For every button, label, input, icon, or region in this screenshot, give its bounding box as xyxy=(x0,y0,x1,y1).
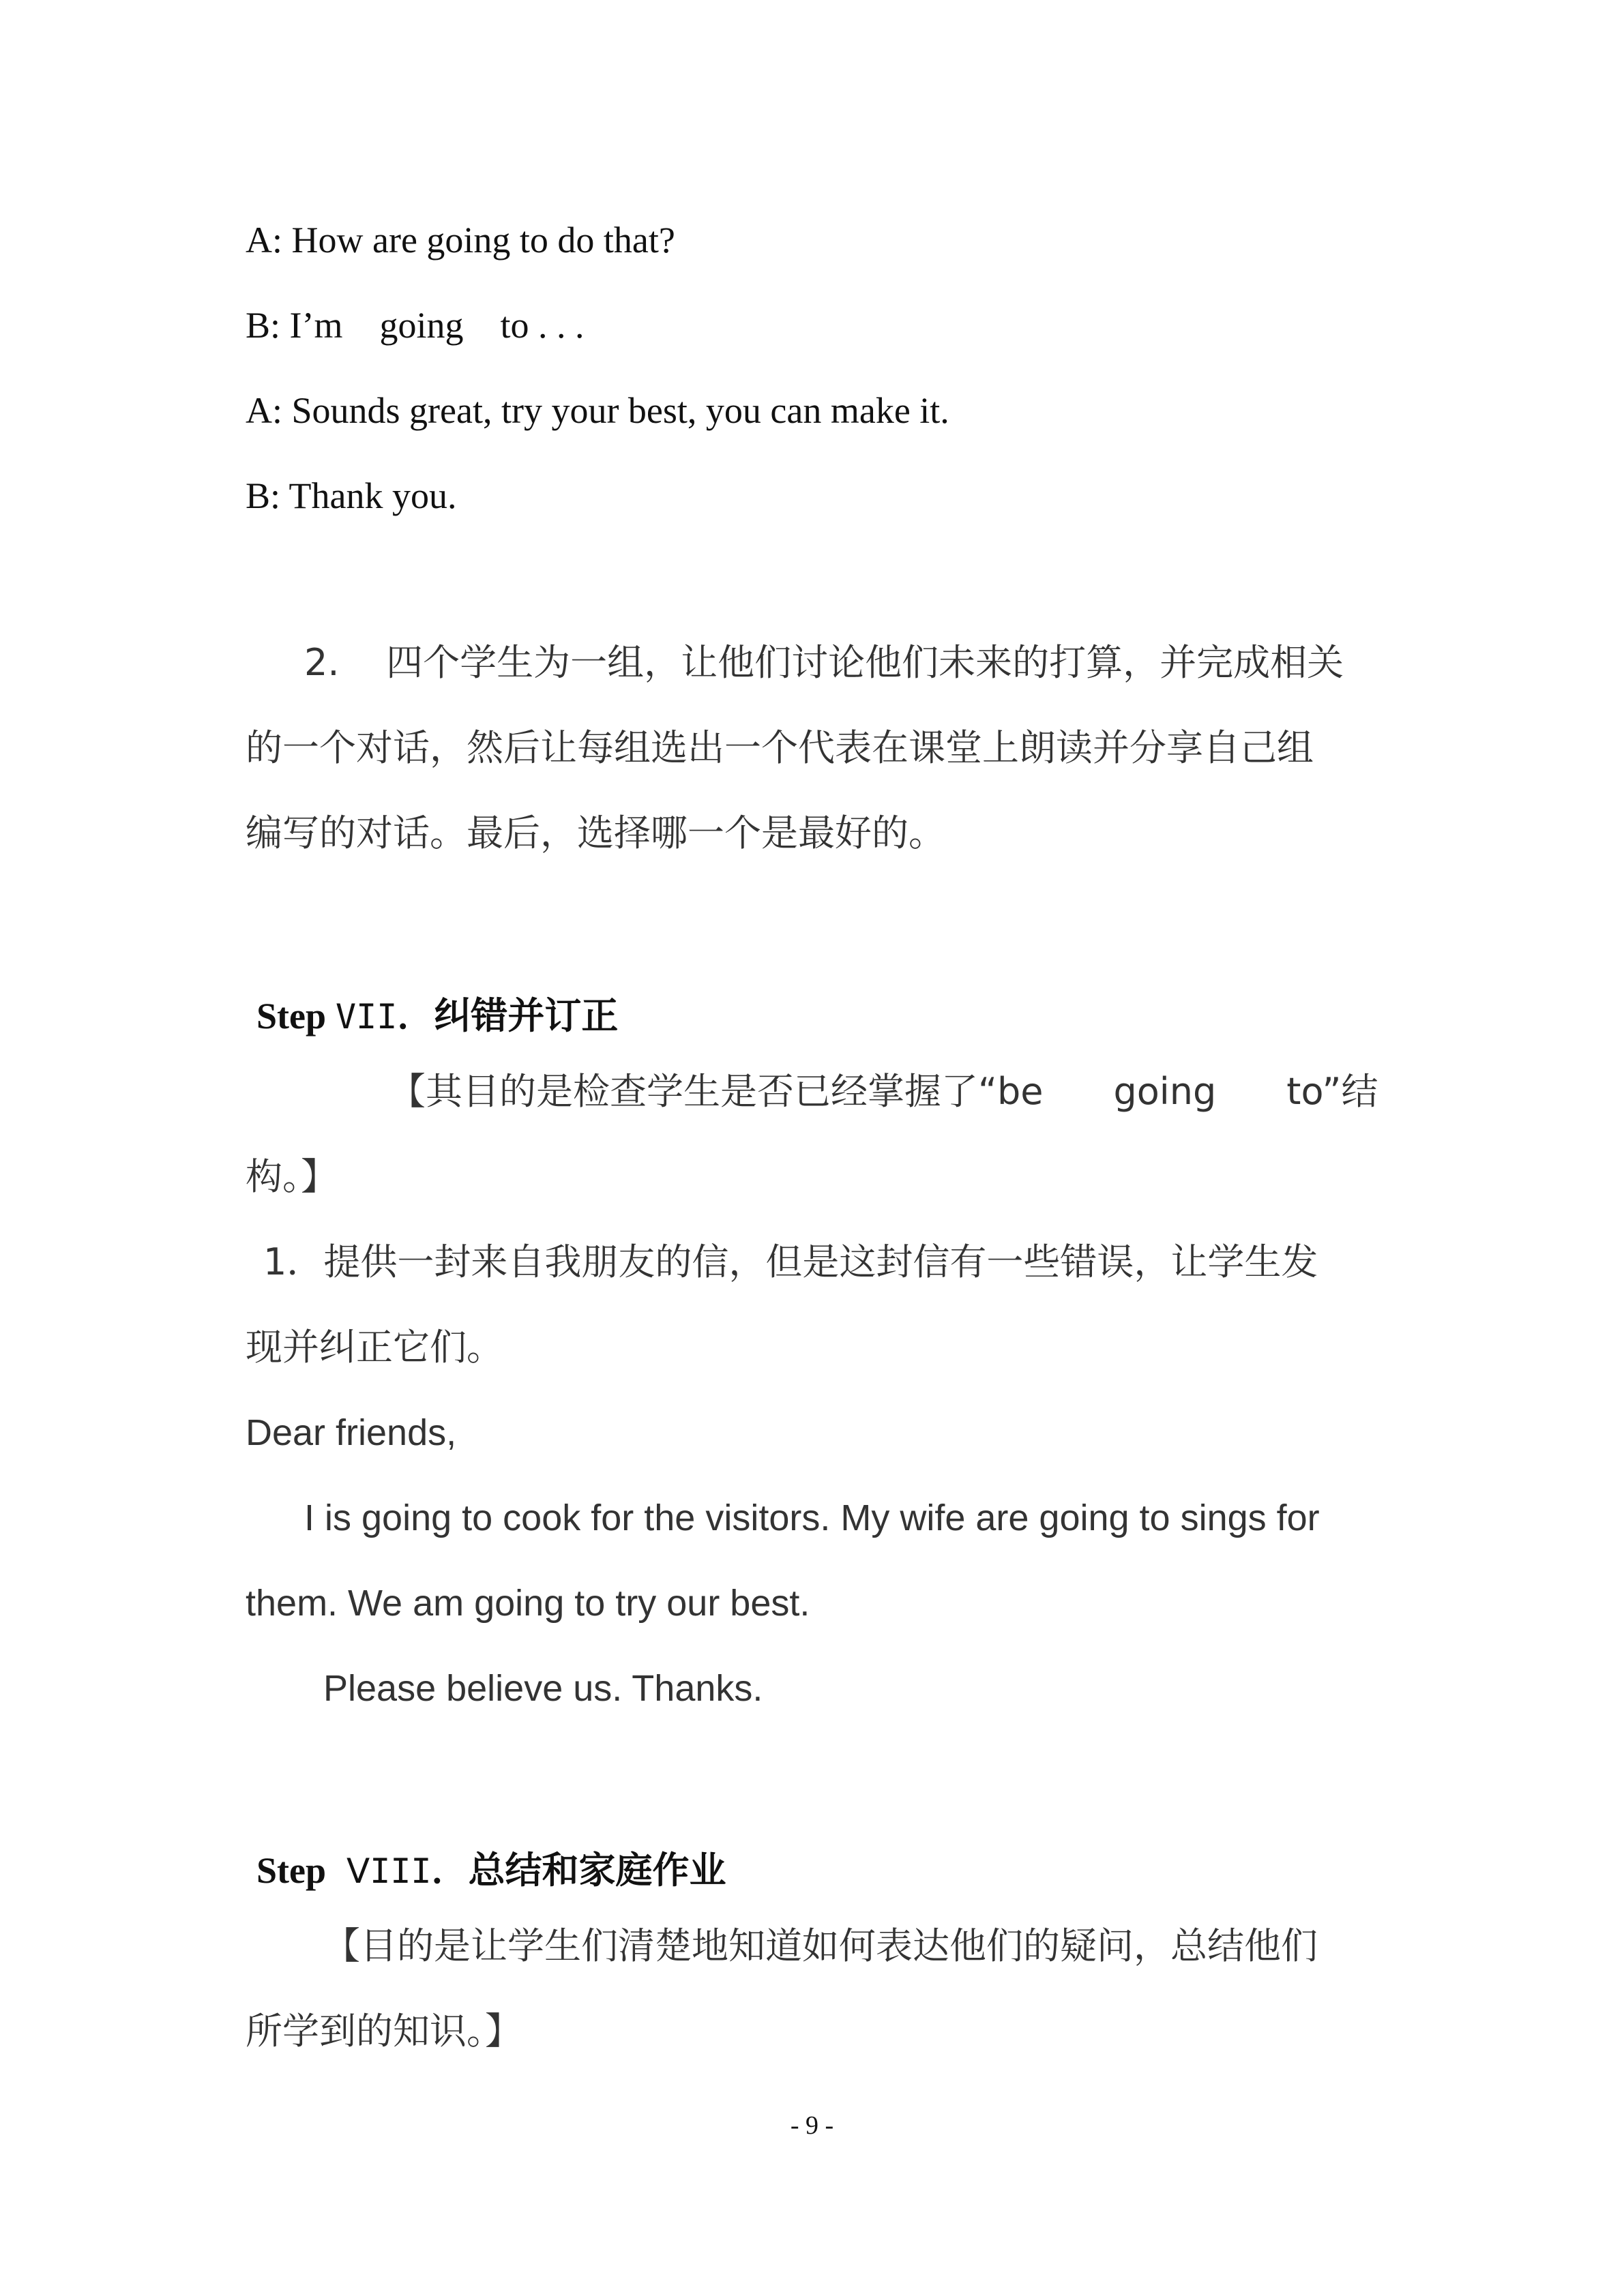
step7-purpose-line-2: 构。】 xyxy=(246,1155,338,1198)
step8-step-word: Step xyxy=(256,1850,327,1891)
step8-purpose-line-1: 【目的是让学生们清楚地知道如何表达他们的疑问，总结他们 xyxy=(323,1924,1318,1967)
task2-line-3: 编写的对话。最后，选择哪一个是最好的。 xyxy=(246,811,945,854)
step8-numeral: ⅤIII xyxy=(346,1851,432,1891)
step7-item1-line-2: 现并纠正它们。 xyxy=(246,1326,503,1369)
task2-line-1: 2. 四个学生为一组，让他们讨论他们未来的打算，并完成相关 xyxy=(304,641,1344,684)
task2-line-2: 的一个对话，然后让每组选出一个代表在课堂上朗读并分享自己组 xyxy=(246,726,1314,769)
step8-heading xyxy=(246,1841,726,1900)
step7-numeral: VII xyxy=(336,997,398,1037)
letter-body-line-1: I is going to cook for the visitors. My wife are going to sings for xyxy=(304,1497,1320,1538)
step7-title: ．纠错并订正 xyxy=(397,994,619,1037)
step7-heading xyxy=(246,987,618,1045)
letter-salutation: Dear friends, xyxy=(246,1412,457,1453)
page-number: - 9 - xyxy=(790,2111,834,2140)
step7-step-word: Step xyxy=(256,996,327,1037)
letter-closing: Please believe us. Thanks. xyxy=(323,1668,763,1709)
step8-purpose-line-2: 所学到的知识。】 xyxy=(246,2010,522,2053)
step8-title: ．总结和家庭作业 xyxy=(431,1849,726,1892)
dialogue-line-b1: B: I’m going to . . . xyxy=(246,305,585,346)
dialogue-line-b2: B: Thank you. xyxy=(246,475,457,516)
letter-body-line-2: them. We am going to try our best. xyxy=(246,1583,810,1624)
dialogue-line-a2: A: Sounds great, try your best, you can make it. xyxy=(246,390,949,431)
step7-item1-line-1: 1．提供一封来自我朋友的信，但是这封信有一些错误，让学生发 xyxy=(263,1240,1318,1283)
dialogue-line-a1: A: How are going to do that? xyxy=(246,220,675,260)
step7-purpose-line-1: 【其目的是检查学生是否已经掌握了“be going to”结 xyxy=(389,1070,1378,1113)
